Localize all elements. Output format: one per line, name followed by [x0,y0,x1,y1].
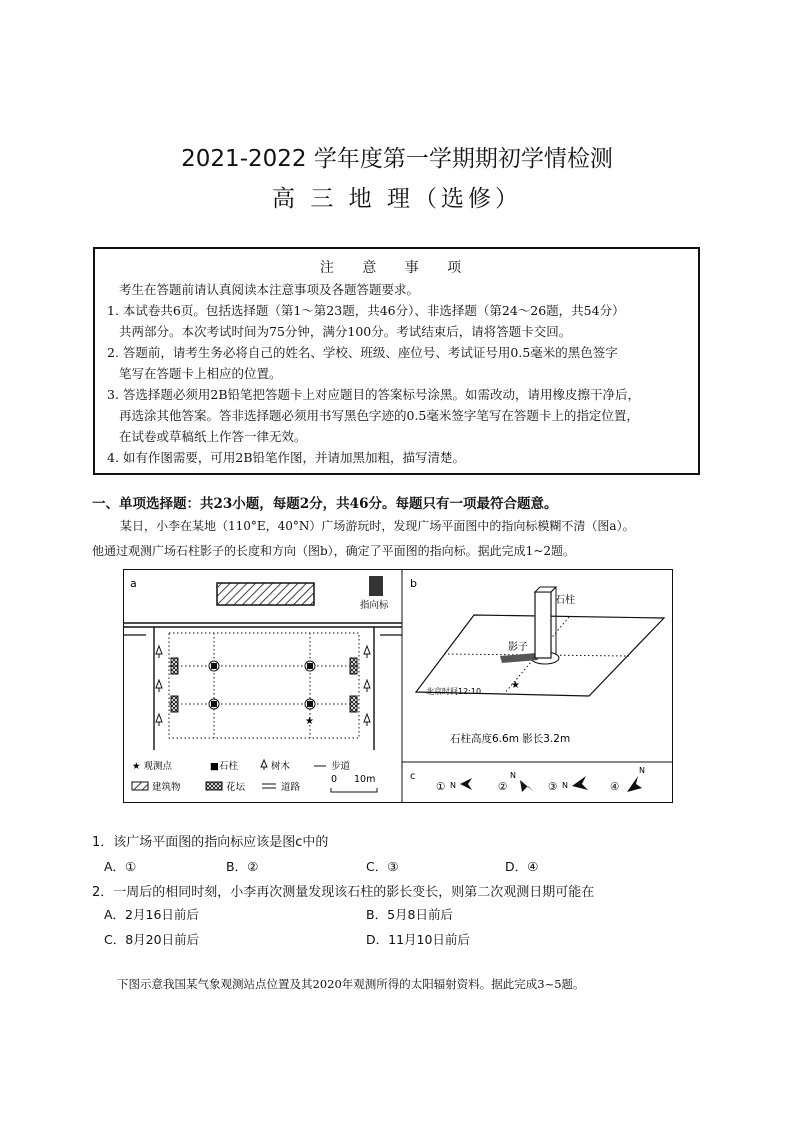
question-2-option-d[interactable]: D．11月10日前后 [366,932,470,947]
question-1-option-d[interactable]: D．④ [505,859,539,874]
compass-arrow-4-icon [627,776,642,792]
option-3-num: ③ [548,781,558,793]
notice-line: 考生在答题前请认真阅读本注意事项及各题答题要求。 [119,282,420,297]
notice-line: 1. 本试卷共6页。包括选择题（第1～第23题，共46分）、非选择题（第24～26题，共54分） [107,303,625,318]
building-shape [217,583,314,605]
scale-bar [331,788,377,792]
compass-label: 指向标 [360,600,389,611]
option-2-num: ② [498,781,508,793]
legend-tree-icon [261,760,267,770]
question-2-stem: 2．一周后的相同时刻，小李再次测量发现该石柱的影长变长，则第二次观测日期可能在 [92,885,595,900]
pillar-shape [535,592,551,658]
shadow-label: 影子 [508,642,528,653]
notice-line: 4. 如有作图需要，可用2B铅笔作图，并请加黑加粗，描写清楚。 [107,450,466,465]
legend-road: 道路 [281,782,301,793]
legend-flowerbed: 花坛 [226,782,246,793]
pillar-label: 石柱 [555,595,575,606]
notice-line: 在试卷或草稿纸上作答一律无效。 [119,429,307,444]
question-1-option-b[interactable]: B．② [226,859,259,874]
paths [169,633,359,738]
pillar-markers [209,661,315,709]
scale-zero: 0 [331,774,338,785]
panel-b-label: b [410,577,417,590]
legend-building: 建筑物 [152,782,181,793]
question-2-option-a[interactable]: A．2月16日前后 [104,907,199,922]
section-heading: 一、单项选择题：共23小题，每题2分，共46分。每题只有一项最符合题意。 [92,496,558,512]
compass-arrow-2-icon [520,780,534,792]
panel-a-label: a [130,577,137,590]
legend-flowerbed-swatch [206,782,222,790]
notice-line: 3. 答选择题必须用2B铅笔把答题卡上对应题目的答案标号涂黑。如需改动，请用橡皮擦干净后， [107,387,641,402]
tree-icons [156,646,370,726]
compass-2-n: N [510,771,516,780]
option-4-num: ④ [610,781,620,793]
intro-line: 某日，小李在某地（110°E，40°N）广场游玩时，发现广场平面图中的指向标模糊不清（图a）。 [120,519,635,533]
legend-pillar: ■石柱 [210,761,238,772]
notice-line: 再选涂其他答案。答非选择题必须用书写黑色字迹的0.5毫米签字笔写在答题卡上的指定位置， [119,408,639,423]
measurement-text: 石柱高度6.6m 影长3.2m [450,733,571,745]
panel-c-label: c [410,771,416,782]
notice-title: 注 意 事 项 [319,260,474,276]
legend-path: 步道 [331,761,351,772]
scale-length: 10m [354,774,376,785]
legend-building-swatch [132,782,148,790]
observer-star-icon: ★ [511,680,520,691]
compass-placeholder-icon [369,576,383,596]
legend-observe: ★ 观测点 [132,761,173,772]
question-2-option-c[interactable]: C．8月20日前后 [104,932,200,947]
compass-1-n: N [450,781,456,790]
figure-panel [123,569,673,803]
legend-tree: 树木 [271,761,291,772]
compass-arrow-1-icon [460,778,472,790]
question-1-option-c[interactable]: C．③ [366,859,399,874]
notice-box [93,247,700,475]
notice-line: 共两部分。本次考试时间为75分钟，满分100分。考试结束后，请将答题卡交回。 [119,324,572,339]
figure-svg [124,570,672,802]
compass-arrow-3-icon [572,776,588,790]
exam-subtitle: 高 三 地 理（选修） [272,186,522,212]
time-label: 北京时间12:10 [426,687,482,696]
compass-4-n: N [639,766,645,775]
compass-3-n: N [562,781,568,790]
question-1-option-a[interactable]: A．① [104,859,137,874]
next-intro: 下图示意我国某气象观测站点位置及其2020年观测所得的太阳辐射资料。据此完成3~5题。 [117,977,585,991]
question-2-option-b[interactable]: B．5月8日前后 [366,907,453,922]
notice-line: 笔写在答题卡上相应的位置。 [119,366,282,381]
intro-line: 他通过观测广场石柱影子的长度和方向（图b），确定了平面图的指向标。据此完成1~2题。 [92,544,576,558]
question-1-stem: 1．该广场平面图的指向标应该是图c中的 [92,835,329,850]
observation-star-icon: ★ [305,716,314,727]
notice-line: 2. 答题前，请考生务必将自己的姓名、学校、班级、座位号、考试证号用0.5毫米的黑色签字 [107,345,618,360]
exam-title: 2021-2022 学年度第一学期期初学情检测 [181,146,613,172]
option-1-num: ① [436,781,446,793]
